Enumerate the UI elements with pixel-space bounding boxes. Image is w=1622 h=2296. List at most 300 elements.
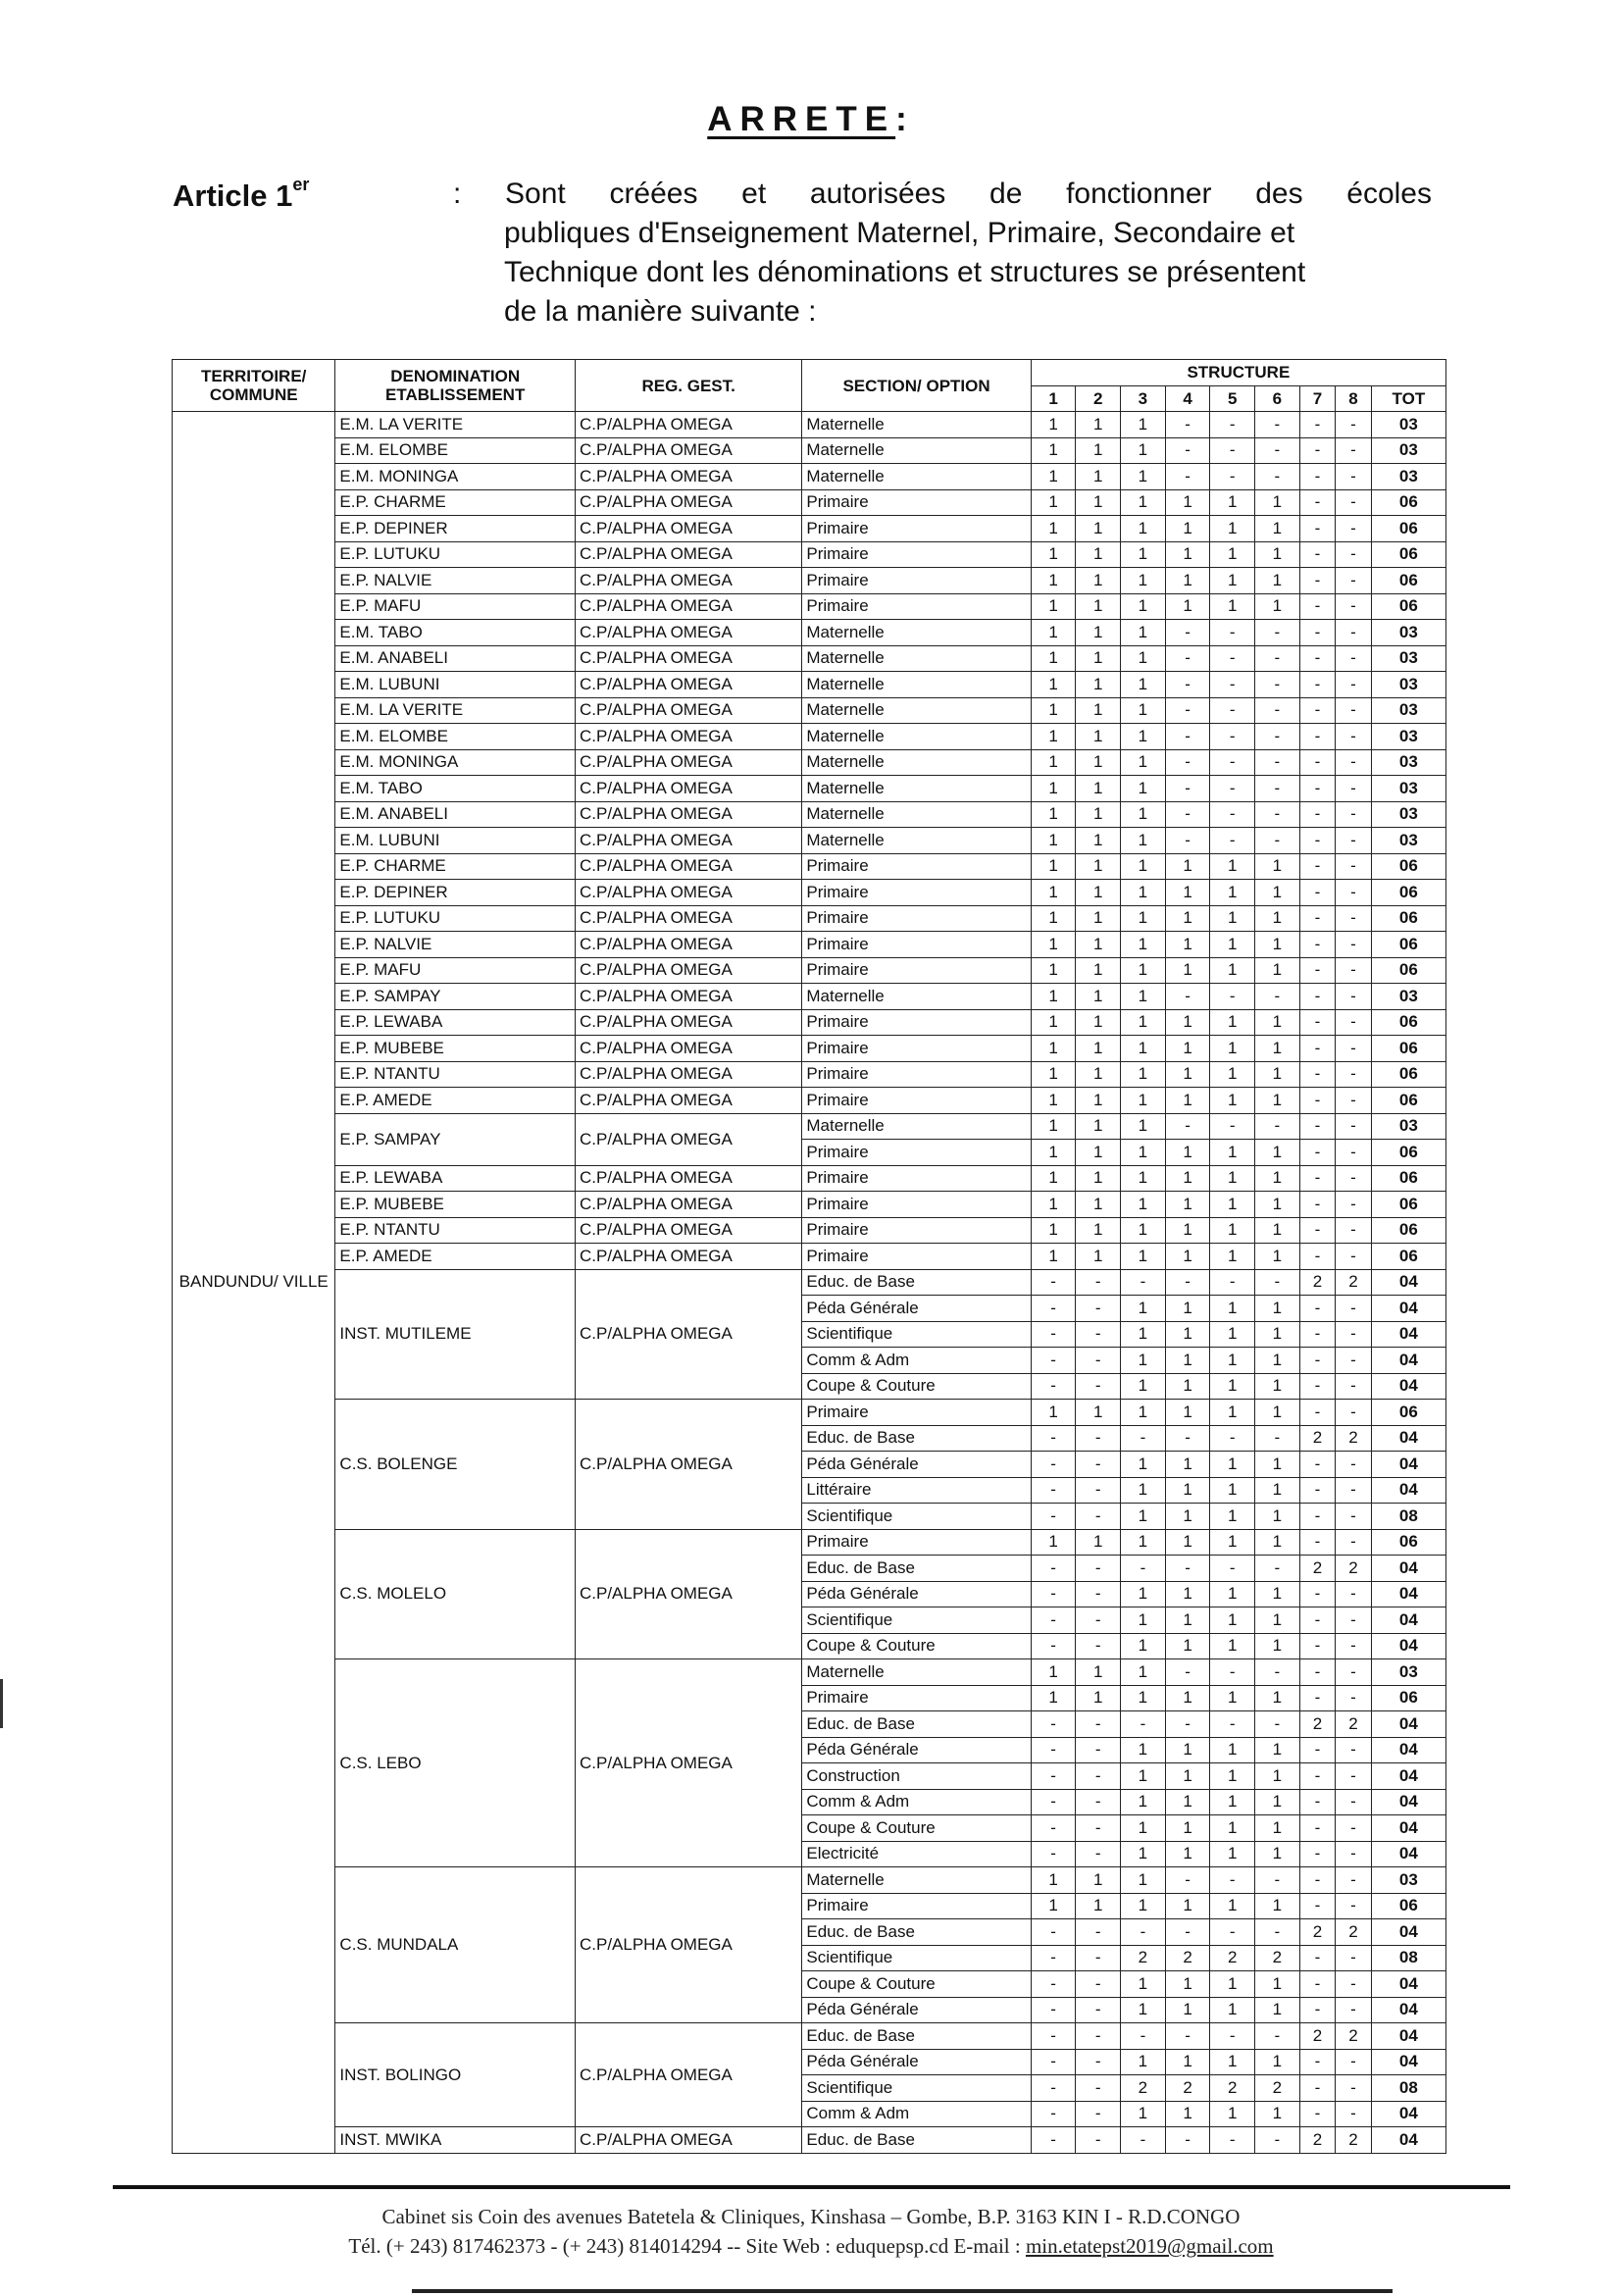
structure-cell: 1 [1076, 489, 1121, 516]
structure-cell: - [1255, 437, 1300, 464]
structure-cell: - [1076, 1425, 1121, 1452]
structure-cell: - [1336, 1061, 1372, 1088]
reg-gest: C.P/ALPHA OMEGA [575, 645, 801, 672]
structure-cell: 1 [1210, 1217, 1255, 1244]
header-structure: STRUCTURE [1031, 360, 1445, 386]
section-option: Primaire [802, 1140, 1031, 1166]
table-row [173, 1165, 1446, 1192]
section-option: Coupe & Couture [802, 1373, 1031, 1400]
structure-cell: - [1121, 1711, 1166, 1738]
structure-cell: 1 [1121, 1348, 1166, 1374]
structure-cell: 1 [1210, 1504, 1255, 1530]
section-option: Primaire [802, 568, 1031, 594]
structure-cell: - [1336, 1452, 1372, 1478]
structure-cell: - [1299, 1321, 1336, 1348]
structure-cell: 2 [1121, 2075, 1166, 2102]
school-name: E.P. NTANTU [335, 1061, 576, 1088]
table-row [173, 645, 1446, 672]
structure-cell: 1 [1121, 464, 1166, 490]
structure-cell: 1 [1031, 645, 1076, 672]
structure-cell: 1 [1031, 932, 1076, 958]
structure-cell: - [1299, 1088, 1336, 1114]
school-name: C.S. LEBO [335, 1659, 576, 1867]
structure-cell: - [1165, 724, 1210, 750]
structure-cell: 2 [1299, 1556, 1336, 1582]
total-cell: 06 [1371, 1400, 1445, 1426]
schools-table [172, 359, 1446, 2154]
structure-cell: - [1299, 697, 1336, 724]
structure-cell: 1 [1031, 1659, 1076, 1686]
structure-cell: 1 [1121, 1504, 1166, 1530]
header-section: SECTION/ OPTION [802, 360, 1031, 412]
structure-cell: - [1336, 1400, 1372, 1426]
structure-cell: 1 [1121, 541, 1166, 568]
reg-gest: C.P/ALPHA OMEGA [575, 724, 801, 750]
school-name: INST. BOLINGO [335, 2023, 576, 2127]
structure-cell: 1 [1165, 1685, 1210, 1711]
structure-cell: - [1255, 724, 1300, 750]
structure-cell: - [1299, 1036, 1336, 1062]
section-option: Primaire [802, 853, 1031, 880]
structure-cell: 1 [1255, 516, 1300, 542]
table-row [173, 1036, 1446, 1062]
section-option: Primaire [802, 957, 1031, 984]
structure-cell: - [1336, 1607, 1372, 1634]
table-row [173, 412, 1446, 438]
structure-cell: - [1076, 1841, 1121, 1867]
header-structure-col-5: 5 [1210, 385, 1255, 412]
margin-mark [0, 1679, 3, 1728]
section-option: Maternelle [802, 801, 1031, 828]
structure-cell: - [1031, 1373, 1076, 1400]
section-option: Scientifique [802, 1321, 1031, 1348]
article-text [453, 175, 1434, 332]
total-cell: 04 [1371, 2049, 1445, 2075]
structure-cell: 1 [1121, 1140, 1166, 1166]
structure-cell: 1 [1076, 516, 1121, 542]
section-option: Primaire [802, 905, 1031, 932]
structure-cell: 1 [1076, 1244, 1121, 1270]
structure-cell: 1 [1255, 1061, 1300, 1088]
structure-cell: 1 [1255, 568, 1300, 594]
reg-gest: C.P/ALPHA OMEGA [575, 541, 801, 568]
header-territoire: TERRITOIRE/ COMMUNE [173, 360, 335, 412]
structure-cell: 1 [1165, 1036, 1210, 1062]
structure-cell: - [1336, 412, 1372, 438]
structure-cell: - [1031, 2075, 1076, 2102]
section-option: Scientifique [802, 1607, 1031, 1634]
structure-cell: - [1336, 464, 1372, 490]
structure-cell: 1 [1121, 489, 1166, 516]
school-name: E.M. LUBUNI [335, 672, 576, 698]
structure-cell: - [1210, 464, 1255, 490]
structure-cell: 1 [1121, 645, 1166, 672]
article-line-4: de la manière suivante : [504, 295, 817, 328]
reg-gest: C.P/ALPHA OMEGA [575, 1036, 801, 1062]
total-cell: 03 [1371, 620, 1445, 646]
section-option: Maternelle [802, 412, 1031, 438]
total-cell: 04 [1371, 2023, 1445, 2050]
structure-cell: 1 [1255, 880, 1300, 906]
structure-cell: 1 [1165, 593, 1210, 620]
structure-cell: 2 [1299, 1711, 1336, 1738]
structure-cell: - [1255, 1425, 1300, 1452]
structure-cell: - [1336, 1009, 1372, 1036]
section-option: Coupe & Couture [802, 1633, 1031, 1659]
structure-cell: 1 [1210, 1633, 1255, 1659]
structure-cell: 1 [1210, 1737, 1255, 1763]
structure-cell: - [1255, 1556, 1300, 1582]
section-option: Primaire [802, 1192, 1031, 1218]
structure-cell: 1 [1121, 905, 1166, 932]
structure-cell: - [1210, 749, 1255, 776]
school-name: C.S. MUNDALA [335, 1867, 576, 2023]
structure-cell: 1 [1255, 853, 1300, 880]
structure-cell: - [1299, 1165, 1336, 1192]
structure-cell: - [1299, 464, 1336, 490]
section-option: Maternelle [802, 672, 1031, 698]
structure-cell: - [1336, 1321, 1372, 1348]
structure-cell: 1 [1255, 1737, 1300, 1763]
structure-cell: - [1076, 2101, 1121, 2127]
structure-cell: - [1336, 1997, 1372, 2023]
structure-cell: 2 [1336, 1556, 1372, 1582]
structure-cell: 1 [1210, 1088, 1255, 1114]
structure-cell: 1 [1121, 1061, 1166, 1088]
structure-cell: 1 [1121, 1685, 1166, 1711]
article-line-1: : Sont créées et autorisées de fonctionner des écoles [453, 178, 1432, 210]
reg-gest: C.P/ALPHA OMEGA [575, 489, 801, 516]
structure-cell: 1 [1210, 2049, 1255, 2075]
total-cell: 06 [1371, 1036, 1445, 1062]
total-cell: 04 [1371, 2101, 1445, 2127]
structure-cell: 1 [1031, 1140, 1076, 1166]
structure-cell: 1 [1121, 2049, 1166, 2075]
structure-cell: - [1299, 489, 1336, 516]
structure-cell: - [1299, 776, 1336, 802]
structure-cell: 1 [1255, 1165, 1300, 1192]
reg-gest: C.P/ALPHA OMEGA [575, 593, 801, 620]
structure-cell: 1 [1076, 1088, 1121, 1114]
structure-cell: 1 [1076, 1140, 1121, 1166]
structure-cell: 1 [1031, 1088, 1076, 1114]
structure-cell: - [1336, 1477, 1372, 1504]
structure-cell: 1 [1121, 1400, 1166, 1426]
structure-cell: 1 [1210, 932, 1255, 958]
section-option: Scientifique [802, 1945, 1031, 1971]
structure-cell: 1 [1076, 1217, 1121, 1244]
school-name: E.P. MAFU [335, 593, 576, 620]
structure-cell: - [1165, 1867, 1210, 1894]
structure-cell: 1 [1121, 957, 1166, 984]
structure-cell: - [1076, 2075, 1121, 2102]
structure-cell: - [1076, 2049, 1121, 2075]
structure-cell: - [1210, 412, 1255, 438]
total-cell: 04 [1371, 1789, 1445, 1815]
reg-gest: C.P/ALPHA OMEGA [575, 1192, 801, 1218]
structure-cell: 1 [1031, 1217, 1076, 1244]
structure-cell: - [1076, 1504, 1121, 1530]
structure-cell: - [1336, 1529, 1372, 1556]
structure-cell: 1 [1121, 672, 1166, 698]
section-option: Maternelle [802, 1867, 1031, 1894]
structure-cell: 1 [1165, 541, 1210, 568]
structure-cell: - [1336, 932, 1372, 958]
reg-gest: C.P/ALPHA OMEGA [575, 1867, 801, 2023]
structure-cell: - [1299, 1841, 1336, 1867]
reg-gest: C.P/ALPHA OMEGA [575, 1009, 801, 1036]
structure-cell: - [1210, 2127, 1255, 2154]
reg-gest: C.P/ALPHA OMEGA [575, 957, 801, 984]
structure-cell: - [1031, 1581, 1076, 1607]
structure-cell: - [1336, 1893, 1372, 1919]
structure-cell: - [1299, 1244, 1336, 1270]
structure-cell: - [1336, 2101, 1372, 2127]
structure-cell: - [1076, 1997, 1121, 2023]
structure-cell: 1 [1165, 1140, 1210, 1166]
reg-gest: C.P/ALPHA OMEGA [575, 749, 801, 776]
structure-cell: 1 [1121, 1217, 1166, 1244]
reg-gest: C.P/ALPHA OMEGA [575, 2023, 801, 2127]
structure-cell: - [1165, 620, 1210, 646]
structure-cell: 1 [1165, 1400, 1210, 1426]
structure-cell: - [1299, 2101, 1336, 2127]
structure-cell: 1 [1076, 880, 1121, 906]
structure-cell: 2 [1336, 1711, 1372, 1738]
total-cell: 06 [1371, 1061, 1445, 1088]
footer-email-link[interactable]: min.etatepst2019@gmail.com [1025, 2234, 1274, 2258]
structure-cell: 1 [1031, 1529, 1076, 1556]
structure-cell: - [1210, 1556, 1255, 1582]
structure-cell: 1 [1121, 1009, 1166, 1036]
reg-gest: C.P/ALPHA OMEGA [575, 516, 801, 542]
section-option: Maternelle [802, 437, 1031, 464]
school-name: E.M. LA VERITE [335, 697, 576, 724]
structure-cell: 1 [1165, 1529, 1210, 1556]
structure-cell: - [1031, 1452, 1076, 1478]
table-row [173, 880, 1446, 906]
total-cell: 04 [1371, 1373, 1445, 1400]
structure-cell: - [1210, 1269, 1255, 1296]
total-cell: 03 [1371, 412, 1445, 438]
total-cell: 04 [1371, 1425, 1445, 1452]
total-cell: 04 [1371, 1711, 1445, 1738]
structure-cell: 1 [1255, 1088, 1300, 1114]
structure-cell: 1 [1076, 437, 1121, 464]
school-name: E.M. LUBUNI [335, 828, 576, 854]
structure-cell: - [1336, 672, 1372, 698]
table-row [173, 1659, 1446, 1686]
structure-cell: - [1210, 697, 1255, 724]
structure-cell: 1 [1210, 1165, 1255, 1192]
structure-cell: 1 [1076, 568, 1121, 594]
structure-cell: 1 [1255, 1607, 1300, 1634]
reg-gest: C.P/ALPHA OMEGA [575, 932, 801, 958]
structure-cell: - [1076, 1971, 1121, 1998]
structure-cell: 1 [1255, 1529, 1300, 1556]
structure-cell: - [1076, 1452, 1121, 1478]
structure-cell: 1 [1031, 1192, 1076, 1218]
school-name: E.M. MONINGA [335, 464, 576, 490]
structure-cell: - [1121, 1425, 1166, 1452]
school-name: E.P. DEPINER [335, 880, 576, 906]
reg-gest: C.P/ALPHA OMEGA [575, 1244, 801, 1270]
structure-cell: 1 [1165, 1841, 1210, 1867]
school-name: INST. MWIKA [335, 2127, 576, 2154]
structure-cell: 2 [1210, 1945, 1255, 1971]
structure-cell: 1 [1076, 672, 1121, 698]
structure-cell: 1 [1255, 1477, 1300, 1504]
section-option: Maternelle [802, 697, 1031, 724]
structure-cell: 1 [1255, 1244, 1300, 1270]
structure-cell: 1 [1255, 1815, 1300, 1842]
table-row [173, 1244, 1446, 1270]
total-cell: 08 [1371, 1504, 1445, 1530]
structure-cell: 1 [1121, 853, 1166, 880]
title-text: ARRETE [707, 100, 896, 138]
structure-cell: 1 [1210, 1685, 1255, 1711]
structure-cell: 1 [1210, 1321, 1255, 1348]
structure-cell: - [1299, 1945, 1336, 1971]
section-option: Primaire [802, 932, 1031, 958]
structure-cell: 1 [1165, 1061, 1210, 1088]
structure-cell: - [1299, 1867, 1336, 1894]
total-cell: 03 [1371, 776, 1445, 802]
structure-cell: 1 [1121, 1165, 1166, 1192]
structure-cell: - [1255, 2127, 1300, 2154]
reg-gest: C.P/ALPHA OMEGA [575, 697, 801, 724]
structure-cell: 1 [1255, 1581, 1300, 1607]
structure-cell: - [1165, 1425, 1210, 1452]
structure-cell: 1 [1165, 1321, 1210, 1348]
structure-cell: - [1031, 1348, 1076, 1374]
structure-cell: 1 [1121, 1659, 1166, 1686]
structure-cell: - [1336, 1296, 1372, 1322]
structure-cell: 2 [1299, 1269, 1336, 1296]
structure-cell: - [1165, 437, 1210, 464]
table-row [173, 828, 1446, 854]
table-row [173, 957, 1446, 984]
section-option: Coupe & Couture [802, 1815, 1031, 1842]
structure-cell: 1 [1076, 541, 1121, 568]
structure-cell: - [1076, 2023, 1121, 2050]
section-option: Maternelle [802, 620, 1031, 646]
structure-cell: 1 [1255, 2049, 1300, 2075]
total-cell: 06 [1371, 1088, 1445, 1114]
structure-cell: - [1299, 1113, 1336, 1140]
structure-cell: 1 [1031, 724, 1076, 750]
structure-cell: 2 [1210, 2075, 1255, 2102]
structure-cell: - [1299, 1659, 1336, 1686]
total-cell: 03 [1371, 672, 1445, 698]
structure-cell: - [1165, 1269, 1210, 1296]
structure-cell: - [1076, 1789, 1121, 1815]
structure-cell: 1 [1121, 1971, 1166, 1998]
total-cell: 04 [1371, 1607, 1445, 1634]
header-structure-col-6: 6 [1255, 385, 1300, 412]
structure-cell: - [1165, 828, 1210, 854]
footer-contact [0, 2234, 1622, 2259]
structure-cell: - [1299, 645, 1336, 672]
structure-cell: 2 [1336, 2127, 1372, 2154]
structure-cell: 1 [1210, 1477, 1255, 1504]
structure-cell: - [1121, 2023, 1166, 2050]
structure-cell: 1 [1165, 1452, 1210, 1478]
structure-cell: - [1336, 1737, 1372, 1763]
section-option: Maternelle [802, 749, 1031, 776]
structure-cell: 2 [1165, 2075, 1210, 2102]
structure-cell: - [1031, 2023, 1076, 2050]
total-cell: 03 [1371, 645, 1445, 672]
section-option: Scientifique [802, 1504, 1031, 1530]
header-structure-col-3: 3 [1121, 385, 1166, 412]
school-name: E.P. DEPINER [335, 516, 576, 542]
section-option: Primaire [802, 1088, 1031, 1114]
structure-cell: - [1031, 1919, 1076, 1946]
structure-cell: - [1336, 1036, 1372, 1062]
structure-cell: 1 [1121, 801, 1166, 828]
structure-cell: - [1299, 2049, 1336, 2075]
structure-cell: 1 [1210, 1296, 1255, 1322]
table-body [173, 412, 1446, 2154]
total-cell: 06 [1371, 1529, 1445, 1556]
structure-cell: 2 [1299, 1919, 1336, 1946]
structure-cell: - [1336, 1088, 1372, 1114]
structure-cell: - [1210, 1659, 1255, 1686]
structure-cell: - [1031, 2101, 1076, 2127]
structure-cell: - [1165, 984, 1210, 1010]
school-name: E.P. MUBEBE [335, 1192, 576, 1218]
structure-cell: - [1299, 1009, 1336, 1036]
structure-cell: - [1299, 1893, 1336, 1919]
structure-cell: 1 [1165, 2049, 1210, 2075]
structure-cell: 1 [1210, 1140, 1255, 1166]
structure-cell: - [1299, 1581, 1336, 1607]
structure-cell: 1 [1031, 697, 1076, 724]
structure-cell: - [1255, 749, 1300, 776]
structure-cell: - [1076, 1763, 1121, 1790]
structure-cell: - [1031, 1841, 1076, 1867]
school-name: E.M. ELOMBE [335, 437, 576, 464]
school-name: E.P. LUTUKU [335, 541, 576, 568]
total-cell: 06 [1371, 905, 1445, 932]
school-name: E.P. MUBEBE [335, 1036, 576, 1062]
structure-cell: - [1255, 2023, 1300, 2050]
reg-gest: C.P/ALPHA OMEGA [575, 1659, 801, 1867]
structure-cell: - [1031, 1971, 1076, 1998]
structure-cell: 1 [1121, 1452, 1166, 1478]
structure-cell: - [1165, 1919, 1210, 1946]
school-name: C.S. BOLENGE [335, 1400, 576, 1530]
structure-cell: - [1336, 2075, 1372, 2102]
structure-cell: 1 [1210, 1348, 1255, 1374]
structure-cell: 1 [1255, 1971, 1300, 1998]
structure-cell: 1 [1121, 2101, 1166, 2127]
structure-cell: - [1299, 1504, 1336, 1530]
total-cell: 06 [1371, 957, 1445, 984]
structure-cell: - [1165, 2127, 1210, 2154]
structure-cell: - [1165, 464, 1210, 490]
structure-cell: - [1299, 853, 1336, 880]
structure-cell: 1 [1210, 1036, 1255, 1062]
reg-gest: C.P/ALPHA OMEGA [575, 801, 801, 828]
structure-cell: 1 [1031, 1685, 1076, 1711]
school-name: E.M. TABO [335, 776, 576, 802]
structure-cell: 1 [1076, 593, 1121, 620]
structure-cell: - [1336, 1113, 1372, 1140]
structure-cell: 1 [1165, 880, 1210, 906]
structure-cell: 1 [1076, 828, 1121, 854]
